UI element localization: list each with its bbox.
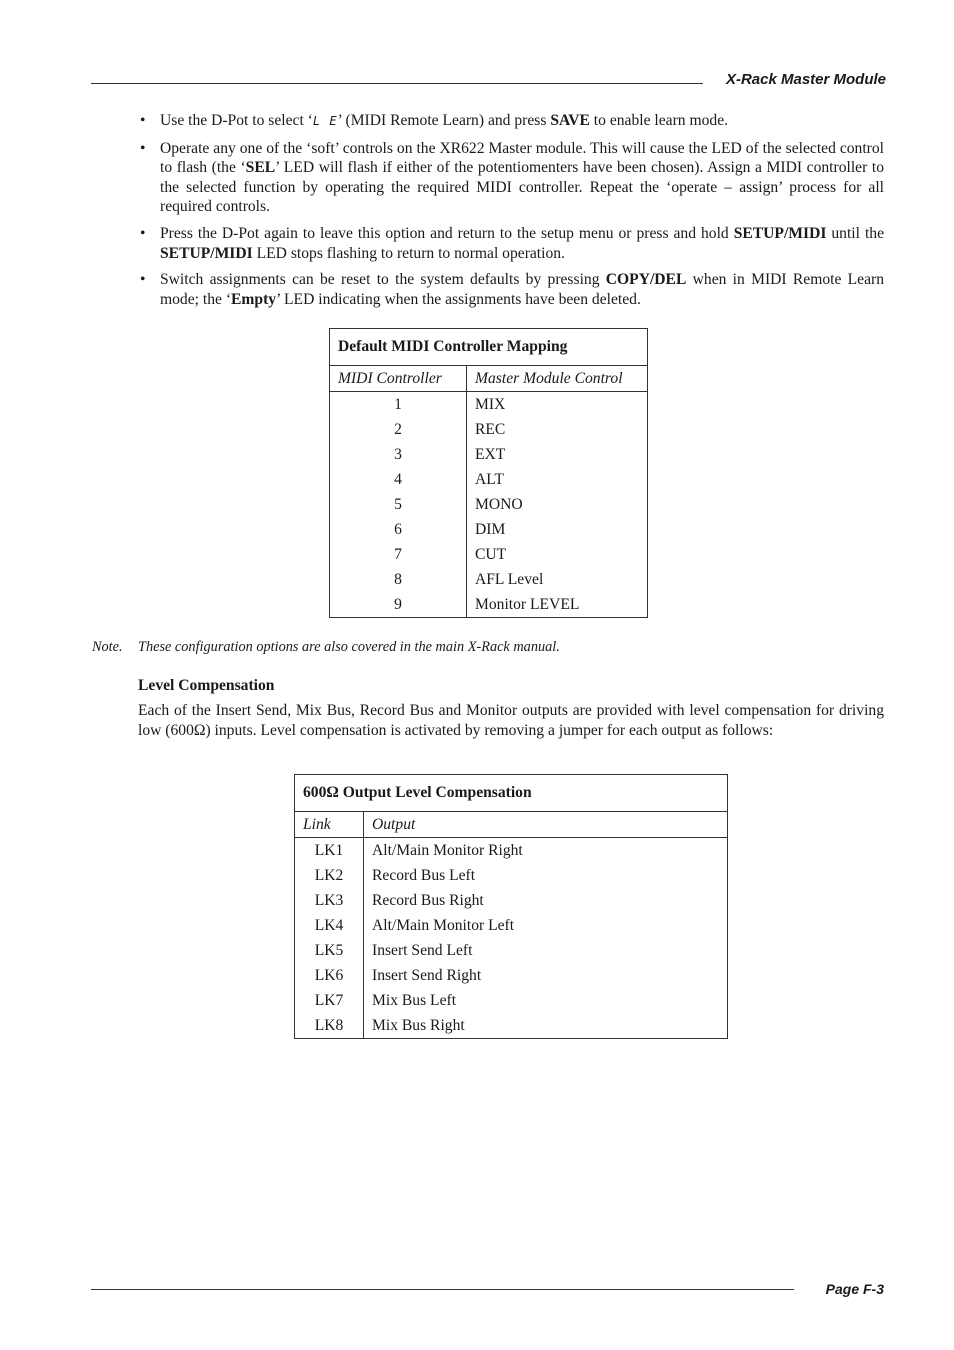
column-header: Master Module Control <box>467 366 648 392</box>
column-header: Output <box>364 812 728 838</box>
bullet-item: • Press the D-Pot again to leave this option and return to the setup menu or press and hold SETUP/MIDI until the SETUP/MIDI LED stops flashing to return to normal operation. <box>138 224 884 263</box>
key-sel: SEL <box>245 159 276 177</box>
key-empty: Empty <box>231 290 277 308</box>
table-row: 7 CUT <box>330 542 648 567</box>
table-row: LK2 Record Bus Left <box>295 863 728 888</box>
table-row: 6 DIM <box>330 517 648 542</box>
table-caption: 600Ω Output Level Compensation <box>295 775 728 812</box>
column-header: MIDI Controller <box>330 366 467 392</box>
instruction-list <box>138 111 884 316</box>
level-compensation-table <box>294 774 728 1039</box>
table-row: LK8 Mix Bus Right <box>295 1013 728 1039</box>
table-row: 3 EXT <box>330 442 648 467</box>
section-body: Each of the Insert Send, Mix Bus, Record Bus and Monitor outputs are provided with level compensation for driving low (600Ω) inputs. Level compensation is activated by removing a jumper for each output as follows: <box>138 702 884 739</box>
bullet-item: • Operate any one of the ‘soft’ controls on the XR622 Master module. This will cause the LED of the selected control to flash (the ‘SEL’ LED will flash if either of the potentiomenters have been chosen). Assign a MIDI controller to the selected function by operating the required MIDI controller. Repeat the ‘operate – assign’ process for all required controls. <box>138 139 884 217</box>
table-row: 5 MONO <box>330 492 648 517</box>
table-row: 4 ALT <box>330 467 648 492</box>
key-save: SAVE <box>550 112 590 129</box>
bullet-item: • Use the D-Pot to select ‘L E’ (MIDI Remote Learn) and press SAVE to enable learn mode. <box>138 111 884 132</box>
page-number: Page F-3 <box>825 1281 884 1297</box>
key-setup-midi: SETUP/MIDI <box>733 224 827 242</box>
bullet-item: • Switch assignments can be reset to the system defaults by pressing COPY/DEL when in MIDI Remote Learn mode; the ‘Empty’ LED indicating when the assignments have been deleted. <box>138 270 884 309</box>
table-row: LK6 Insert Send Right <box>295 963 728 988</box>
table-row: 2 REC <box>330 417 648 442</box>
table-row: 1 MIX <box>330 392 648 418</box>
key-copy-del: COPY/DEL <box>605 271 687 289</box>
header-rule <box>91 83 703 84</box>
header-title: X-Rack Master Module <box>725 71 886 88</box>
display-code: L E <box>312 114 338 128</box>
table-row: LK7 Mix Bus Left <box>295 988 728 1013</box>
column-header: Link <box>295 812 364 838</box>
midi-mapping-table <box>329 328 648 618</box>
key-setup-midi: SETUP/MIDI <box>160 244 253 262</box>
footer-rule <box>91 1289 794 1290</box>
note <box>92 639 560 656</box>
table-row: 8 AFL Level <box>330 567 648 592</box>
note-text: These configuration options are also covered in the main X-Rack manual. <box>138 639 560 655</box>
section-heading: Level Compensation <box>138 677 275 694</box>
table-row: LK4 Alt/Main Monitor Left <box>295 913 728 938</box>
table-caption: Default MIDI Controller Mapping <box>330 329 648 366</box>
table-row: LK1 Alt/Main Monitor Right <box>295 838 728 864</box>
table-row: LK3 Record Bus Right <box>295 888 728 913</box>
table-row: 9 Monitor LEVEL <box>330 592 648 618</box>
note-label: Note. <box>92 639 123 655</box>
table-row: LK5 Insert Send Left <box>295 938 728 963</box>
